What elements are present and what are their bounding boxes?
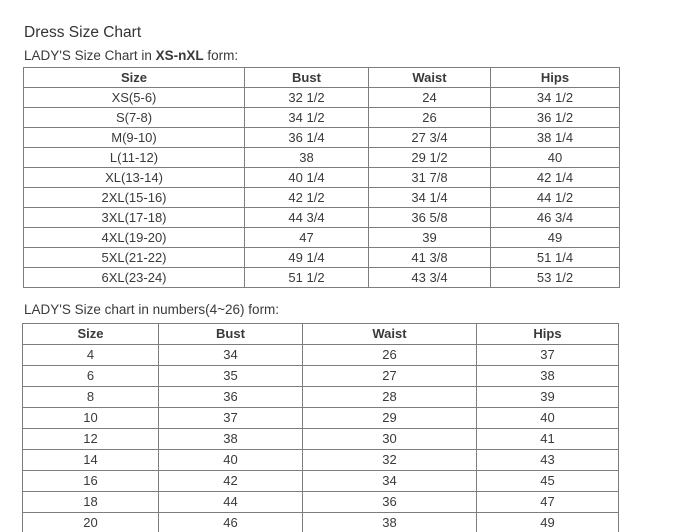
table-row <box>24 148 620 168</box>
table-row <box>23 492 619 513</box>
table-cell: 40 <box>159 450 303 471</box>
table-cell: 47 <box>477 492 619 513</box>
table-cell: 34 1/4 <box>369 188 491 208</box>
table-row <box>24 228 620 248</box>
table-cell: 12 <box>23 429 159 450</box>
table-row <box>24 248 620 268</box>
table-row <box>23 450 619 471</box>
table-cell: 49 <box>477 513 619 532</box>
table-cell: 40 <box>491 148 620 168</box>
table-row <box>23 513 619 532</box>
table-cell: 39 <box>477 387 619 408</box>
table-cell: 3XL(17-18) <box>24 208 245 228</box>
table-cell: 6 <box>23 366 159 387</box>
size-table-numbers <box>22 323 619 532</box>
table-cell: 38 <box>477 366 619 387</box>
table-cell: 37 <box>159 408 303 429</box>
table-cell: 4 <box>23 345 159 366</box>
table-cell: 43 3/4 <box>369 268 491 288</box>
table-cell: 36 1/4 <box>245 128 369 148</box>
table-row <box>24 108 620 128</box>
table-cell: 30 <box>303 429 477 450</box>
table-cell: 42 1/4 <box>491 168 620 188</box>
table-row <box>23 408 619 429</box>
table-row <box>24 268 620 288</box>
table-row <box>24 208 620 228</box>
column-header-size: Size <box>23 324 159 345</box>
table-cell: 36 1/2 <box>491 108 620 128</box>
table-cell: 28 <box>303 387 477 408</box>
table-cell: 51 1/2 <box>245 268 369 288</box>
table-header-row <box>24 68 620 88</box>
table-cell: 27 <box>303 366 477 387</box>
table-cell: 44 1/2 <box>491 188 620 208</box>
table-cell: S(7-8) <box>24 108 245 128</box>
table-cell: 34 <box>159 345 303 366</box>
table-row <box>23 366 619 387</box>
table-cell: 26 <box>303 345 477 366</box>
table-cell: 38 <box>245 148 369 168</box>
table-cell: 49 <box>491 228 620 248</box>
table-cell: 42 1/2 <box>245 188 369 208</box>
heading-text: LADY'S Size chart in numbers(4~26) form: <box>24 302 280 317</box>
table-cell: 36 <box>159 387 303 408</box>
table-cell: 42 <box>159 471 303 492</box>
table-cell: 32 <box>303 450 477 471</box>
table-cell: 41 3/8 <box>369 248 491 268</box>
table-cell: 38 1/4 <box>491 128 620 148</box>
table-cell: 38 <box>303 513 477 532</box>
table-cell: 51 1/4 <box>491 248 620 268</box>
table-cell: 4XL(19-20) <box>24 228 245 248</box>
table-cell: 31 7/8 <box>369 168 491 188</box>
column-header-hips: Hips <box>491 68 620 88</box>
table-cell: 40 1/4 <box>245 168 369 188</box>
table-cell: 44 3/4 <box>245 208 369 228</box>
table-cell: 10 <box>23 408 159 429</box>
table-cell: 43 <box>477 450 619 471</box>
table-header-row <box>23 324 619 345</box>
table-cell: 5XL(21-22) <box>24 248 245 268</box>
table-cell: 34 1/2 <box>491 88 620 108</box>
table-cell: 35 <box>159 366 303 387</box>
table-cell: 18 <box>23 492 159 513</box>
table-cell: 39 <box>369 228 491 248</box>
column-header-bust: Bust <box>245 68 369 88</box>
table-row <box>23 345 619 366</box>
table-cell: L(11-12) <box>24 148 245 168</box>
table-row <box>24 168 620 188</box>
table-cell: XS(5-6) <box>24 88 245 108</box>
table-cell: 46 3/4 <box>491 208 620 228</box>
table-cell: 14 <box>23 450 159 471</box>
table-cell: 45 <box>477 471 619 492</box>
table-row <box>24 188 620 208</box>
page-title: Dress Size Chart <box>24 24 142 41</box>
table-row <box>23 471 619 492</box>
table-cell: 29 1/2 <box>369 148 491 168</box>
column-header-bust: Bust <box>159 324 303 345</box>
table-cell: 26 <box>369 108 491 128</box>
table-cell: 20 <box>23 513 159 532</box>
table-cell: 34 <box>303 471 477 492</box>
table-cell: 29 <box>303 408 477 429</box>
table-cell: 32 1/2 <box>245 88 369 108</box>
table-cell: 2XL(15-16) <box>24 188 245 208</box>
table-row <box>24 88 620 108</box>
heading-text: LADY'S Size Chart in <box>24 48 156 63</box>
column-header-hips: Hips <box>477 324 619 345</box>
table-cell: 34 1/2 <box>245 108 369 128</box>
table-row <box>24 128 620 148</box>
column-header-size: Size <box>24 68 245 88</box>
table-row <box>23 429 619 450</box>
table-row <box>23 387 619 408</box>
column-header-waist: Waist <box>369 68 491 88</box>
table-cell: 53 1/2 <box>491 268 620 288</box>
table-cell: XL(13-14) <box>24 168 245 188</box>
table-cell: 8 <box>23 387 159 408</box>
size-table-xs-nxl <box>23 67 620 288</box>
heading-text: form: <box>203 48 239 63</box>
table-cell: 27 3/4 <box>369 128 491 148</box>
table-cell: 38 <box>159 429 303 450</box>
table-cell: 46 <box>159 513 303 532</box>
table-cell: 36 5/8 <box>369 208 491 228</box>
table-cell: 44 <box>159 492 303 513</box>
table-cell: 36 <box>303 492 477 513</box>
table-cell: 47 <box>245 228 369 248</box>
table-cell: 16 <box>23 471 159 492</box>
table-cell: 37 <box>477 345 619 366</box>
column-header-waist: Waist <box>303 324 477 345</box>
section-heading-numbers <box>24 301 687 318</box>
table-cell: 6XL(23-24) <box>24 268 245 288</box>
table-cell: 24 <box>369 88 491 108</box>
heading-bold-text: XS-nXL <box>155 48 204 63</box>
table-cell: 49 1/4 <box>245 248 369 268</box>
table-cell: 40 <box>477 408 619 429</box>
table-cell: M(9-10) <box>24 128 245 148</box>
table-cell: 41 <box>477 429 619 450</box>
section-heading-xs-nxl <box>24 47 687 64</box>
